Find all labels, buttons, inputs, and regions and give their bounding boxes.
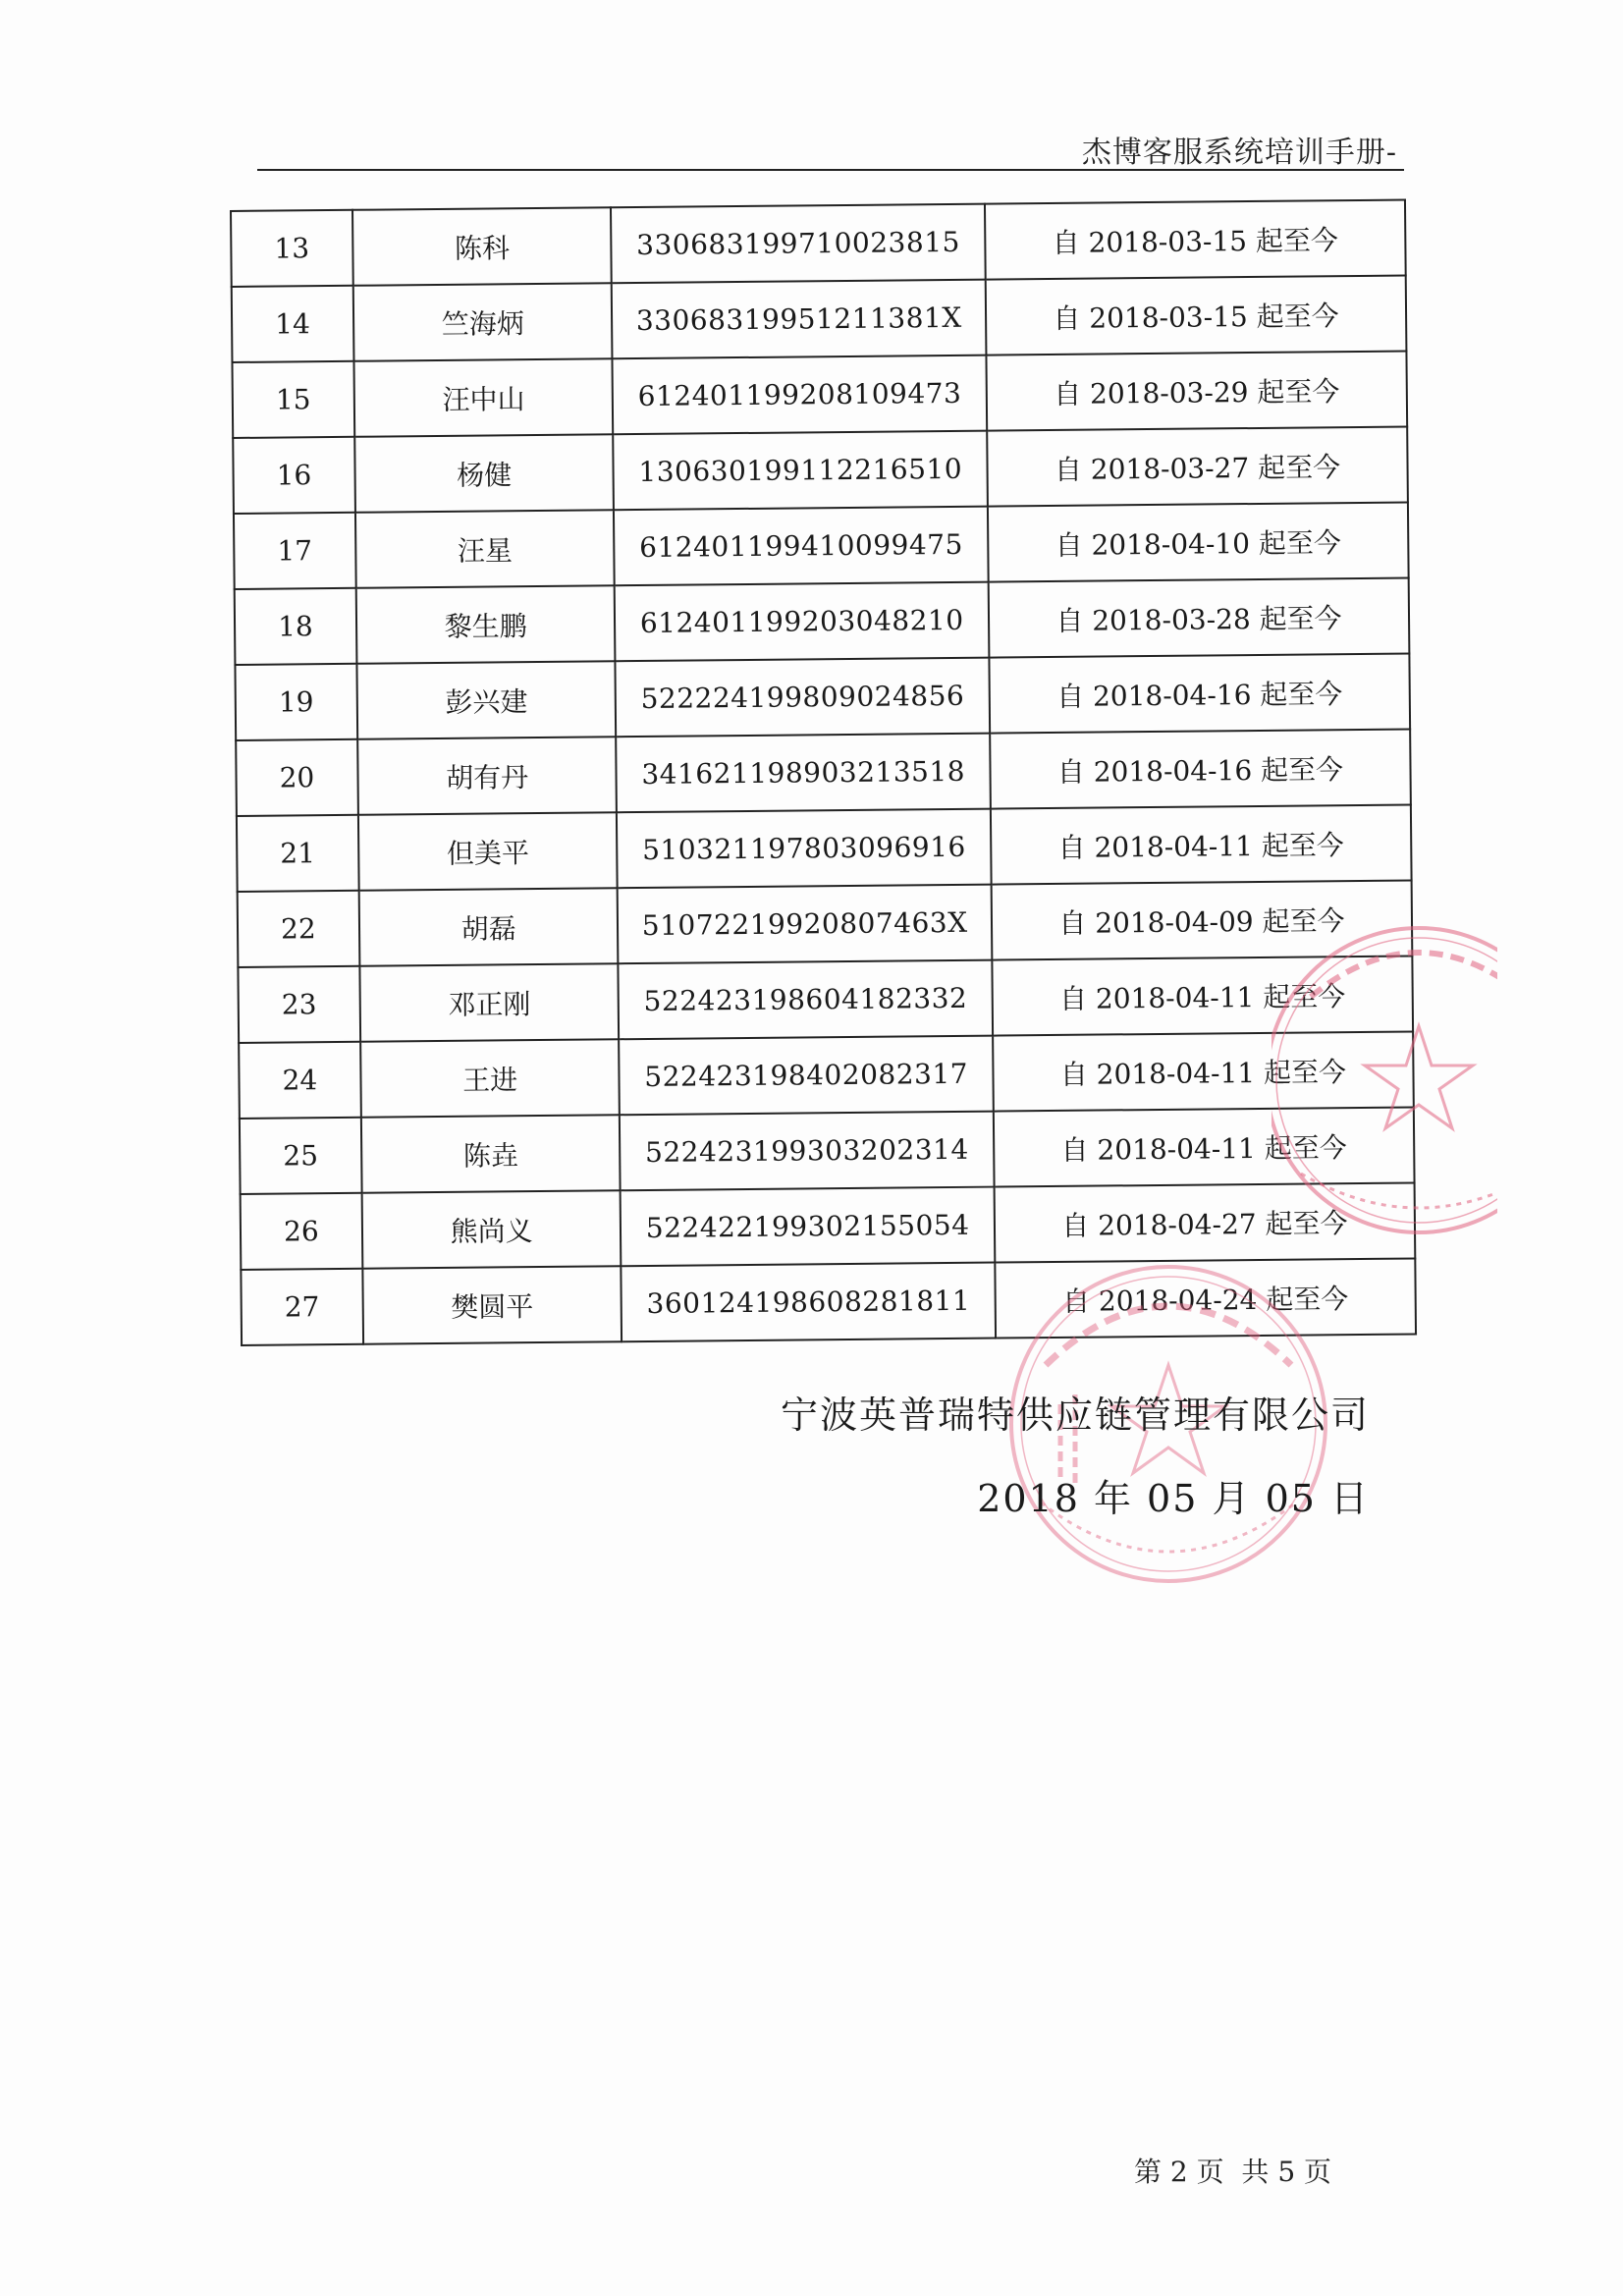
table-row (231, 200, 1406, 287)
employment-period: 自 2018-04-16 起至今 (990, 729, 1411, 808)
employee-name: 杨健 (354, 434, 614, 513)
table-row (232, 276, 1407, 362)
employee-name: 陈科 (352, 207, 612, 286)
employee-name: 胡磊 (358, 888, 618, 966)
id-number: 51072219920807463X (618, 885, 992, 964)
table-row (238, 880, 1413, 966)
signature-date: 2018 年 05 月 05 日 (977, 1477, 1370, 1520)
employee-table-wrapper (230, 199, 1417, 1346)
table-row (232, 352, 1407, 438)
table-row (233, 426, 1408, 513)
employment-period: 自 2018-03-15 起至今 (985, 200, 1406, 280)
header-title: 杰博客服系统培训手册- (1081, 136, 1397, 170)
id-number: 522423198402082317 (620, 1036, 994, 1116)
id-number: 330683199710023815 (611, 204, 985, 284)
employment-period: 自 2018-04-24 起至今 (995, 1258, 1416, 1338)
id-number: 522422199302155054 (621, 1187, 995, 1267)
employment-period: 自 2018-04-11 起至今 (991, 804, 1412, 884)
table-row (235, 577, 1410, 664)
table-row (236, 729, 1411, 815)
table-row (240, 1107, 1415, 1193)
employment-period: 自 2018-04-10 起至今 (988, 502, 1409, 581)
company-signature: 宁波英普瑞特供应链管理有限公司 (780, 1394, 1370, 1437)
employment-period: 自 2018-03-29 起至今 (986, 352, 1407, 431)
table-row (237, 804, 1412, 891)
row-number: 26 (241, 1193, 362, 1270)
row-number: 14 (232, 286, 353, 362)
row-number: 18 (235, 588, 356, 665)
id-number: 510321197803096916 (617, 809, 991, 889)
employee-name: 竺海炳 (352, 283, 612, 361)
id-number: 612401199410099475 (614, 507, 988, 586)
row-number: 21 (237, 815, 358, 892)
table-row (235, 653, 1410, 739)
table-row (238, 956, 1413, 1042)
id-number: 33068319951211381X (612, 280, 986, 359)
row-number: 15 (232, 361, 353, 438)
employee-name: 樊圆平 (362, 1266, 622, 1344)
table-row (239, 1031, 1414, 1118)
header-rule (257, 169, 1404, 171)
employee-table (230, 199, 1417, 1346)
employment-period: 自 2018-04-11 起至今 (994, 1107, 1415, 1186)
employee-name: 陈垚 (361, 1115, 621, 1193)
employee-name: 王进 (360, 1039, 620, 1118)
employee-name: 黎生鹏 (355, 585, 615, 664)
employment-period: 自 2018-03-15 起至今 (986, 276, 1407, 355)
employee-name: 邓正刚 (359, 963, 619, 1042)
employment-period: 自 2018-04-11 起至今 (993, 1031, 1414, 1111)
id-number: 341621198903213518 (617, 734, 991, 813)
id-number: 522423199303202314 (620, 1112, 994, 1191)
id-number: 612401199208109473 (613, 355, 987, 435)
row-number: 24 (239, 1042, 360, 1119)
page-number: 第 2 页 共 5 页 (1134, 2156, 1332, 2188)
row-number: 23 (238, 966, 359, 1043)
row-number: 25 (240, 1118, 361, 1194)
employee-name: 但美平 (358, 812, 618, 891)
row-number: 16 (233, 437, 354, 514)
employment-period: 自 2018-04-27 起至今 (994, 1182, 1415, 1262)
id-number: 612401199203048210 (615, 582, 989, 662)
id-number: 360124198608281811 (622, 1263, 996, 1342)
row-number: 17 (234, 513, 355, 589)
table-row (234, 502, 1409, 588)
employment-period: 自 2018-04-11 起至今 (992, 956, 1413, 1035)
row-number: 20 (236, 739, 357, 816)
employment-period: 自 2018-03-28 起至今 (989, 577, 1410, 657)
row-number: 27 (241, 1269, 362, 1345)
table-row (241, 1258, 1416, 1344)
row-number: 22 (238, 891, 359, 967)
employment-period: 自 2018-04-09 起至今 (992, 880, 1413, 959)
row-number: 13 (231, 210, 352, 287)
employee-name: 熊尚义 (361, 1190, 621, 1269)
table-row (241, 1182, 1416, 1269)
employee-name: 汪星 (355, 510, 615, 588)
employee-name: 汪中山 (353, 358, 613, 437)
employee-name: 彭兴建 (356, 661, 616, 739)
id-number: 522224199809024856 (616, 658, 990, 738)
employment-period: 自 2018-04-16 起至今 (989, 653, 1410, 733)
employee-name: 胡有丹 (357, 737, 617, 815)
employment-period: 自 2018-03-27 起至今 (987, 426, 1408, 506)
id-number: 522423198604182332 (619, 960, 993, 1040)
row-number: 19 (235, 664, 356, 740)
id-number: 130630199112216510 (614, 431, 988, 511)
